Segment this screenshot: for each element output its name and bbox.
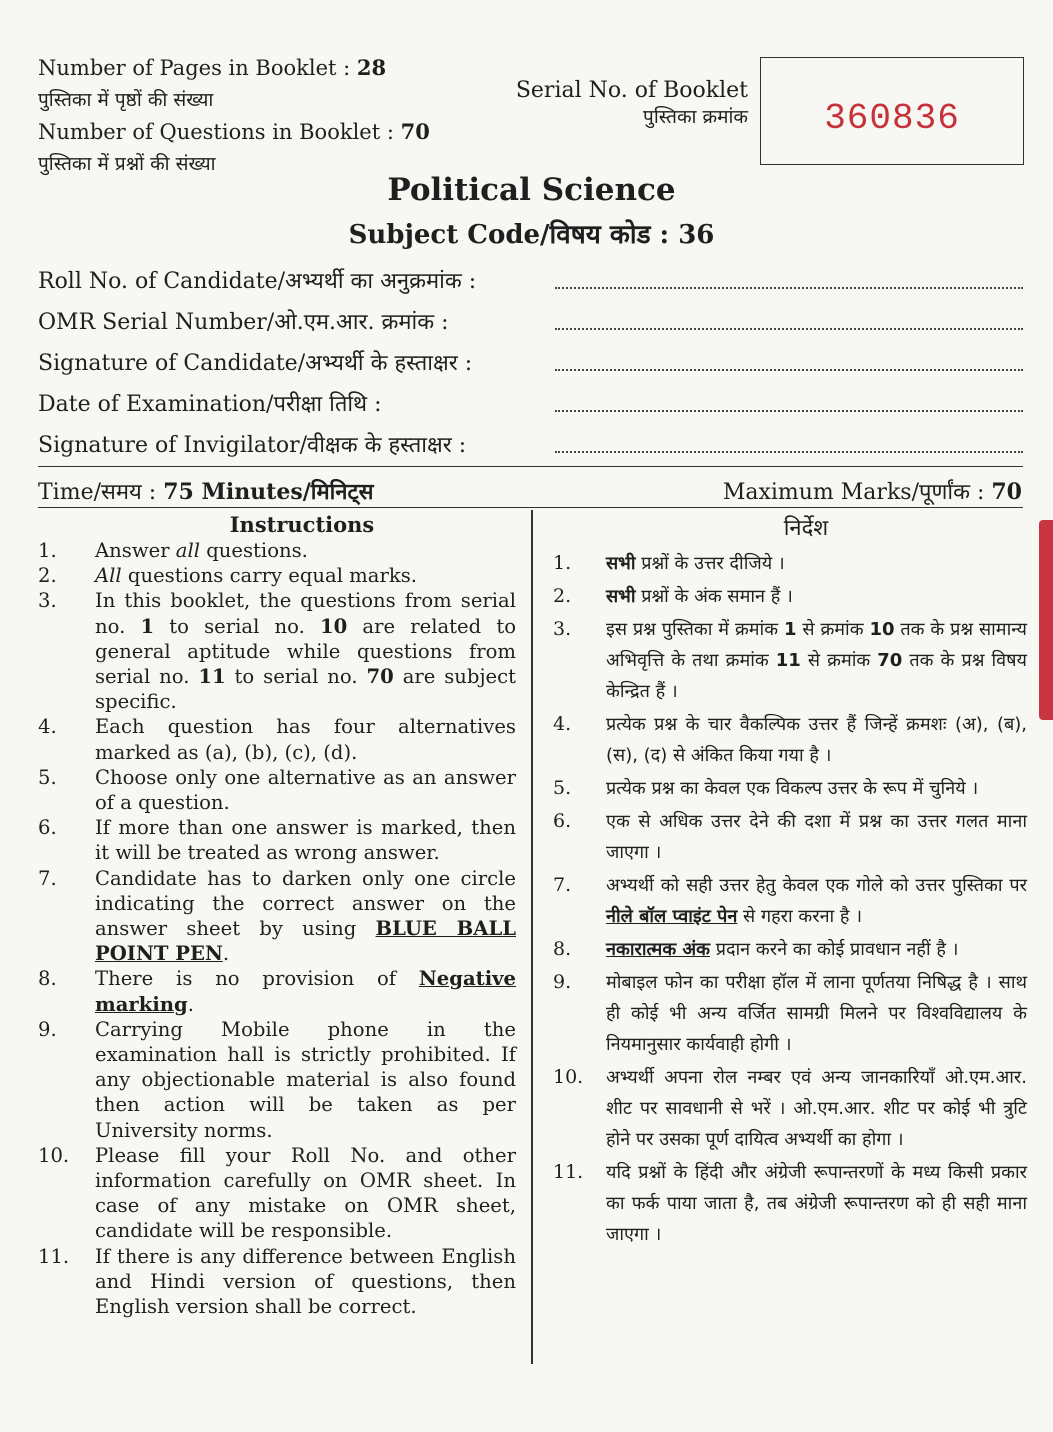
dotted-fill-line[interactable] [555,369,1023,371]
candidate-signature-field[interactable] [38,347,1023,381]
serial-number-stamp: 360836 [824,98,960,139]
dotted-fill-line[interactable] [555,287,1023,289]
serial-label [508,78,748,130]
instruction-item: 8. There is no provision of Negative marking. [38,967,516,1016]
subject-code: Subject Code/विषय कोड : 36 [348,220,715,250]
instruction-item-hindi: 6. एक से अधिक उत्तर देने की दशा में प्रश्न का उत्तर गलत माना जाएगा । [553,810,1027,863]
dotted-fill-line[interactable] [555,410,1023,412]
instruction-item: 3. In this booklet, the questions from serial no. 1 to serial no. 10 are related to general aptitude while questions from serial no. 11 to serial no. 70 are subject specific. [38,589,516,714]
serial-label-english: Serial No. of Booklet [515,78,748,103]
instruction-item-hindi: 2. सभी प्रश्नों के अंक समान हैं । [553,585,793,607]
column-divider [531,510,533,1364]
instruction-item-hindi: 11. यदि प्रश्नों के हिंदी और अंग्रेजी रूपान्तरणों के मध्य किसी प्रकार का फर्क पाया जाता है, तब अंग्रेजी रूपान्तरण को ही सही माना जाएगा । [553,1161,1027,1245]
instruction-item-hindi: 3. इस प्रश्न पुस्तिका में क्रमांक 1 से क्रमांक 10 तक के प्रश्न सामान्य अभिवृत्ति के तथा क्रमांक 11 से क्रमांक 70 तक के प्रश्न विषय केन्द्रित हैं । [553,618,1027,702]
red-page-tab [1039,520,1053,720]
divider-top [38,466,1023,467]
instructions-heading-hindi: निर्देश [783,516,829,541]
instruction-item: 2. All questions carry equal marks. [38,564,417,588]
instruction-item-hindi: 9. मोबाइल फोन का परीक्षा हॉल में लाना पूर्णतया निषिद्ध है । साथ ही कोई भी अन्य वर्जित सामग्री मिलने पर विश्वविद्यालय के नियमानुसार कार्यवाही होगी । [553,971,1027,1055]
divider-bottom [38,507,1023,508]
instruction-item-hindi: 10. अभ्यर्थी अपना रोल नम्बर एवं अन्य जानकारियाँ ओ.एम.आर. शीट पर सावधानी से भरें । ओ.एम.आर. शीट पर कोई भी त्रुटि होने पर उसका पूर्ण दायित्व अभ्यर्थी का होगा । [553,1066,1027,1150]
field-label: Roll No. of Candidate/अभ्यर्थी का अनुक्रमांक : [38,269,477,294]
instruction-item: 10. Please fill your Roll No. and other information carefully on OMR sheet. In case of any mistake on OMR sheet, candidate will be responsible. [38,1143,516,1243]
field-label: Signature of Candidate/अभ्यर्थी के हस्ताक्षर : [38,351,473,376]
omr-serial-field[interactable] [38,306,1023,340]
instructions-hindi [545,512,1027,1252]
exam-time: Time/समय : 75 Minutes/मिनिट्स [38,479,374,505]
instructions-heading: Instructions [229,512,375,537]
maximum-marks: Maximum Marks/पूर्णांक : 70 [722,479,1022,505]
pages-count: Number of Pages in Booklet : 28 [38,55,387,80]
roll-number-field[interactable] [38,265,1023,299]
serial-number-box [760,57,1024,165]
instruction-item-hindi: 1. सभी प्रश्नों के उत्तर दीजिये । [553,552,785,574]
instruction-item-hindi: 8. नकारात्मक अंक प्रदान करने का कोई प्रावधान नहीं है । [553,938,959,960]
instruction-item: 7. Candidate has to darken only one circle indicating the correct answer on the answer sheet by using BLUE BALL POINT PEN. [38,866,516,966]
field-label: Date of Examination/परीक्षा तिथि : [38,392,382,417]
field-label: Signature of Invigilator/वीक्षक के हस्ताक्षर : [38,433,467,458]
instruction-item: 11. If there is any difference between English and Hindi version of questions, then English version shall be correct. [38,1244,516,1319]
instruction-item: 1. Answer all questions. [38,539,308,562]
instruction-item: 5. Choose only one alternative as an answer of a question. [38,765,516,815]
invigilator-signature-field[interactable] [38,429,1023,463]
exam-date-field[interactable] [38,388,1023,422]
instruction-item: 9. Carrying Mobile phone in the examination hall is strictly prohibited. If any objectionable material is also found then action will be taken as per University norms. [38,1017,516,1142]
questions-count: Number of Questions in Booklet : 70 [38,119,430,144]
questions-count-hindi: पुस्तिका में प्रश्नों की संख्या [38,152,216,175]
booklet-info [38,52,430,180]
instructions-english [38,512,516,1319]
dotted-fill-line[interactable] [555,451,1023,453]
field-label: OMR Serial Number/ओ.एम.आर. क्रमांक : [38,310,449,335]
instruction-item-hindi: 4. प्रत्येक प्रश्न के चार वैकल्पिक उत्तर हैं जिन्हें क्रमशः (अ), (ब), (स), (द) से अंकित किया गया है । [553,713,1027,766]
dotted-fill-line[interactable] [555,328,1023,330]
instruction-item: 6. If more than one answer is marked, then it will be treated as wrong answer. [38,816,516,865]
subject-title: Political Science [387,172,676,208]
instruction-item: 4. Each question has four alternatives marked as (a), (b), (c), (d). [38,715,516,764]
pages-count-hindi: पुस्तिका में पृष्ठों की संख्या [38,88,214,111]
instruction-item-hindi: 7. अभ्यर्थी को सही उत्तर हेतु केवल एक गोले को उत्तर पुस्तिका पर नीले बॉल प्वाइंट पेन से गहरा करना है । [553,874,1027,927]
serial-label-hindi: पुस्तिका क्रमांक [643,106,748,128]
instruction-item-hindi: 5. प्रत्येक प्रश्न का केवल एक विकल्प उत्तर के रूप में चुनिये । [553,777,979,799]
